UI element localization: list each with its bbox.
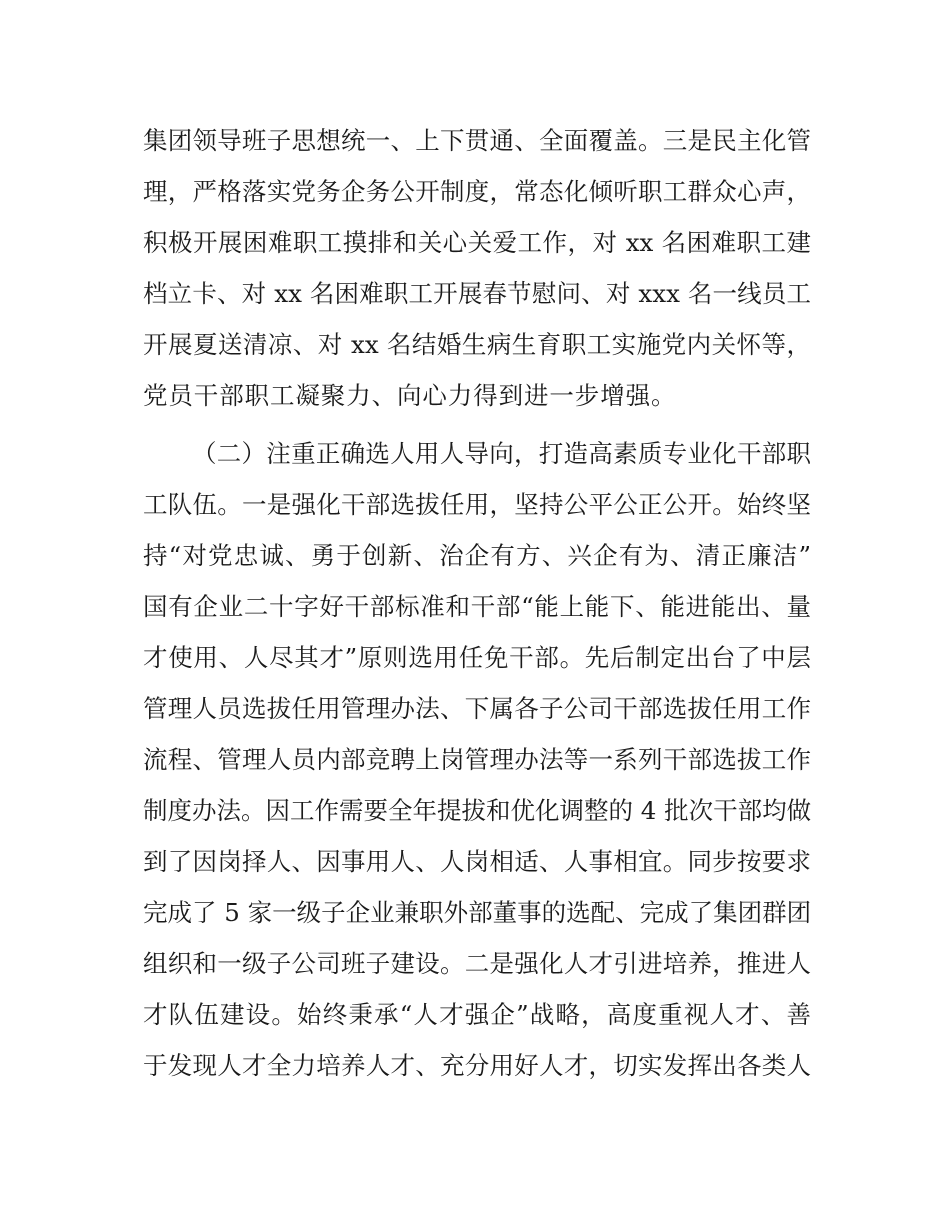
paragraph-line: 于发现人才全力培养人才、充分用好人才，切实发挥出各类人: [143, 1051, 811, 1080]
paragraph-line: 开展夏送清凉、对 xx 名结婚生病生育职工实施党内关怀等，: [143, 330, 811, 359]
paragraph-line: 才使用、人尽其才”原则选用任免干部。先后制定出台了中层: [143, 643, 811, 672]
paragraph-line: 制度办法。因工作需要全年提拔和优化调整的 4 批次干部均做: [143, 796, 812, 825]
paragraph-line: 党员干部职工凝聚力、向心力得到进一步增强。: [143, 381, 677, 410]
paragraph-line: 组织和一级子公司班子建设。二是强化人才引进培养，推进人: [143, 949, 811, 978]
paragraph-line: 才队伍建设。始终秉承“人才强企”战略，高度重视人才、善: [143, 1000, 811, 1029]
paragraph-line: 理，严格落实党务企务公开制度，常态化倾听职工群众心声，: [143, 177, 811, 206]
paragraph-line: 国有企业二十字好干部标准和干部“能上能下、能进能出、量: [143, 592, 811, 621]
paragraph-heading-line: （二）注重正确选人用人导向，打造高素质专业化干部职: [192, 439, 811, 468]
paragraph-line: 到了因岗择人、因事用人、人岗相适、人事相宜。同步按要求: [143, 847, 811, 876]
paragraph-line: 档立卡、对 xx 名困难职工开展春节慰问、对 xxx 名一线员工: [143, 279, 811, 308]
paragraph-line: 持“对党忠诚、勇于创新、治企有方、兴企有为、清正廉洁”: [143, 541, 811, 570]
paragraph-line: 积极开展困难职工摸排和关心关爱工作，对 xx 名困难职工建: [143, 228, 811, 257]
paragraph-line: 集团领导班子思想统一、上下贯通、全面覆盖。三是民主化管: [143, 126, 811, 155]
paragraph-line: 管理人员选拔任用管理办法、下属各子公司干部选拔任用工作: [143, 694, 811, 723]
paragraph-line: 流程、管理人员内部竞聘上岗管理办法等一系列干部选拔工作: [143, 745, 811, 774]
paragraph-line: 工队伍。一是强化干部选拔任用，坚持公平公正公开。始终坚: [143, 490, 811, 519]
paragraph-line: 完成了 5 家一级子企业兼职外部董事的选配、完成了集团群团: [143, 898, 812, 927]
